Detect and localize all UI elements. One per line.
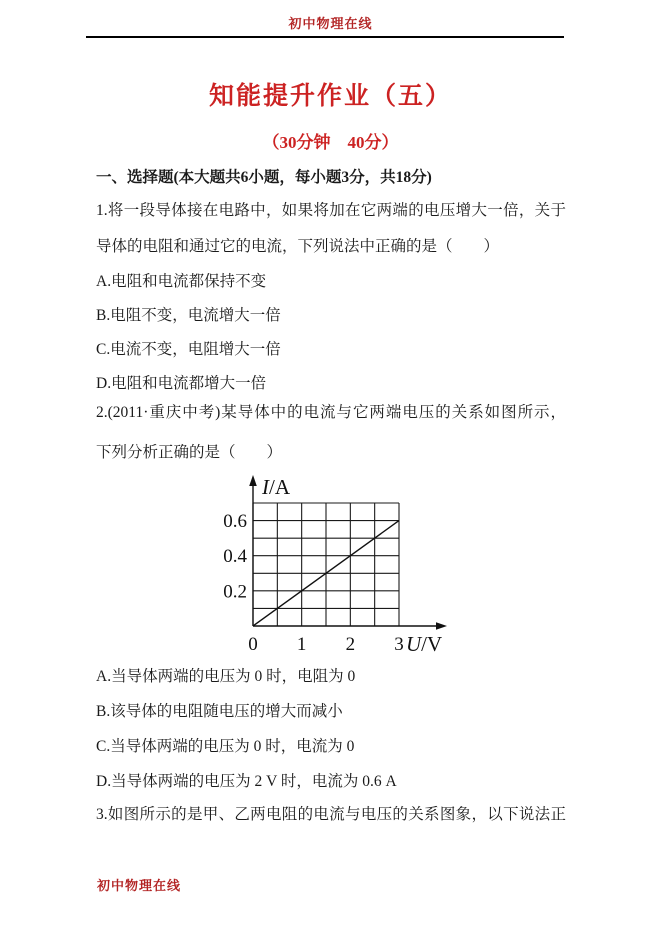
page-subtitle: （30分钟 40分） [262, 133, 399, 152]
x-tick-label: 2 [345, 634, 356, 655]
y-axis-arrow [249, 475, 257, 486]
iv-graph-figure [210, 472, 460, 662]
question-1-option-c: C.电流不变，电阻增大一倍 [96, 341, 281, 358]
question-2-option-d: D.当导体两端的电压为 2 V 时，电流为 0.6 A [96, 773, 397, 790]
question-2-line-2: 下列分析正确的是（ ） [96, 444, 283, 461]
section-heading: 一、选择题(本大题共6小题，每小题3分，共18分) [96, 169, 432, 186]
footer-brand: 初中物理在线 [97, 878, 182, 893]
question-2-option-c: C.当导体两端的电压为 0 时，电流为 0 [96, 738, 355, 755]
question-1-line-1: 1.将一段导体接在电路中，如果将加在它两端的电压增大一倍，关于 [96, 202, 566, 219]
question-1-option-d: D.电阻和电流都增大一倍 [96, 375, 267, 392]
x-tick-label: 1 [296, 634, 307, 655]
y-tick-label: 0.4 [223, 546, 247, 568]
y-axis-label: I/A [262, 475, 290, 499]
iv-graph-svg [210, 472, 460, 662]
x-tick-label: 3 [394, 634, 404, 655]
question-1-line-2: 导体的电阻和通过它的电流，下列说法中正确的是（ ） [96, 238, 500, 255]
question-2-option-b: B.该导体的电阻随电压的增大而减小 [96, 703, 343, 720]
x-axis-label: U/V [406, 632, 443, 656]
page-title: 知能提升作业（五） [208, 83, 452, 110]
x-axis-arrow [436, 622, 447, 630]
question-3-line-1: 3.如图所示的是甲、乙两电阻的电流与电压的关系图象，以下说法正 [96, 806, 566, 823]
question-1-option-b: B.电阻不变，电流增大一倍 [96, 307, 281, 324]
y-tick-label: 0.6 [223, 511, 247, 533]
question-2-line-1: 2.(2011·重庆中考)某导体中的电流与它两端电压的关系如图所示， [96, 404, 566, 421]
question-2-option-a: A.当导体两端的电压为 0 时，电阻为 0 [96, 668, 356, 685]
question-1-option-a: A.电阻和电流都保持不变 [96, 273, 267, 290]
header-brand: 初中物理在线 [288, 16, 373, 31]
header-rule [86, 36, 564, 38]
x-tick-label: 0 [248, 634, 258, 655]
y-tick-label: 0.2 [223, 581, 247, 603]
